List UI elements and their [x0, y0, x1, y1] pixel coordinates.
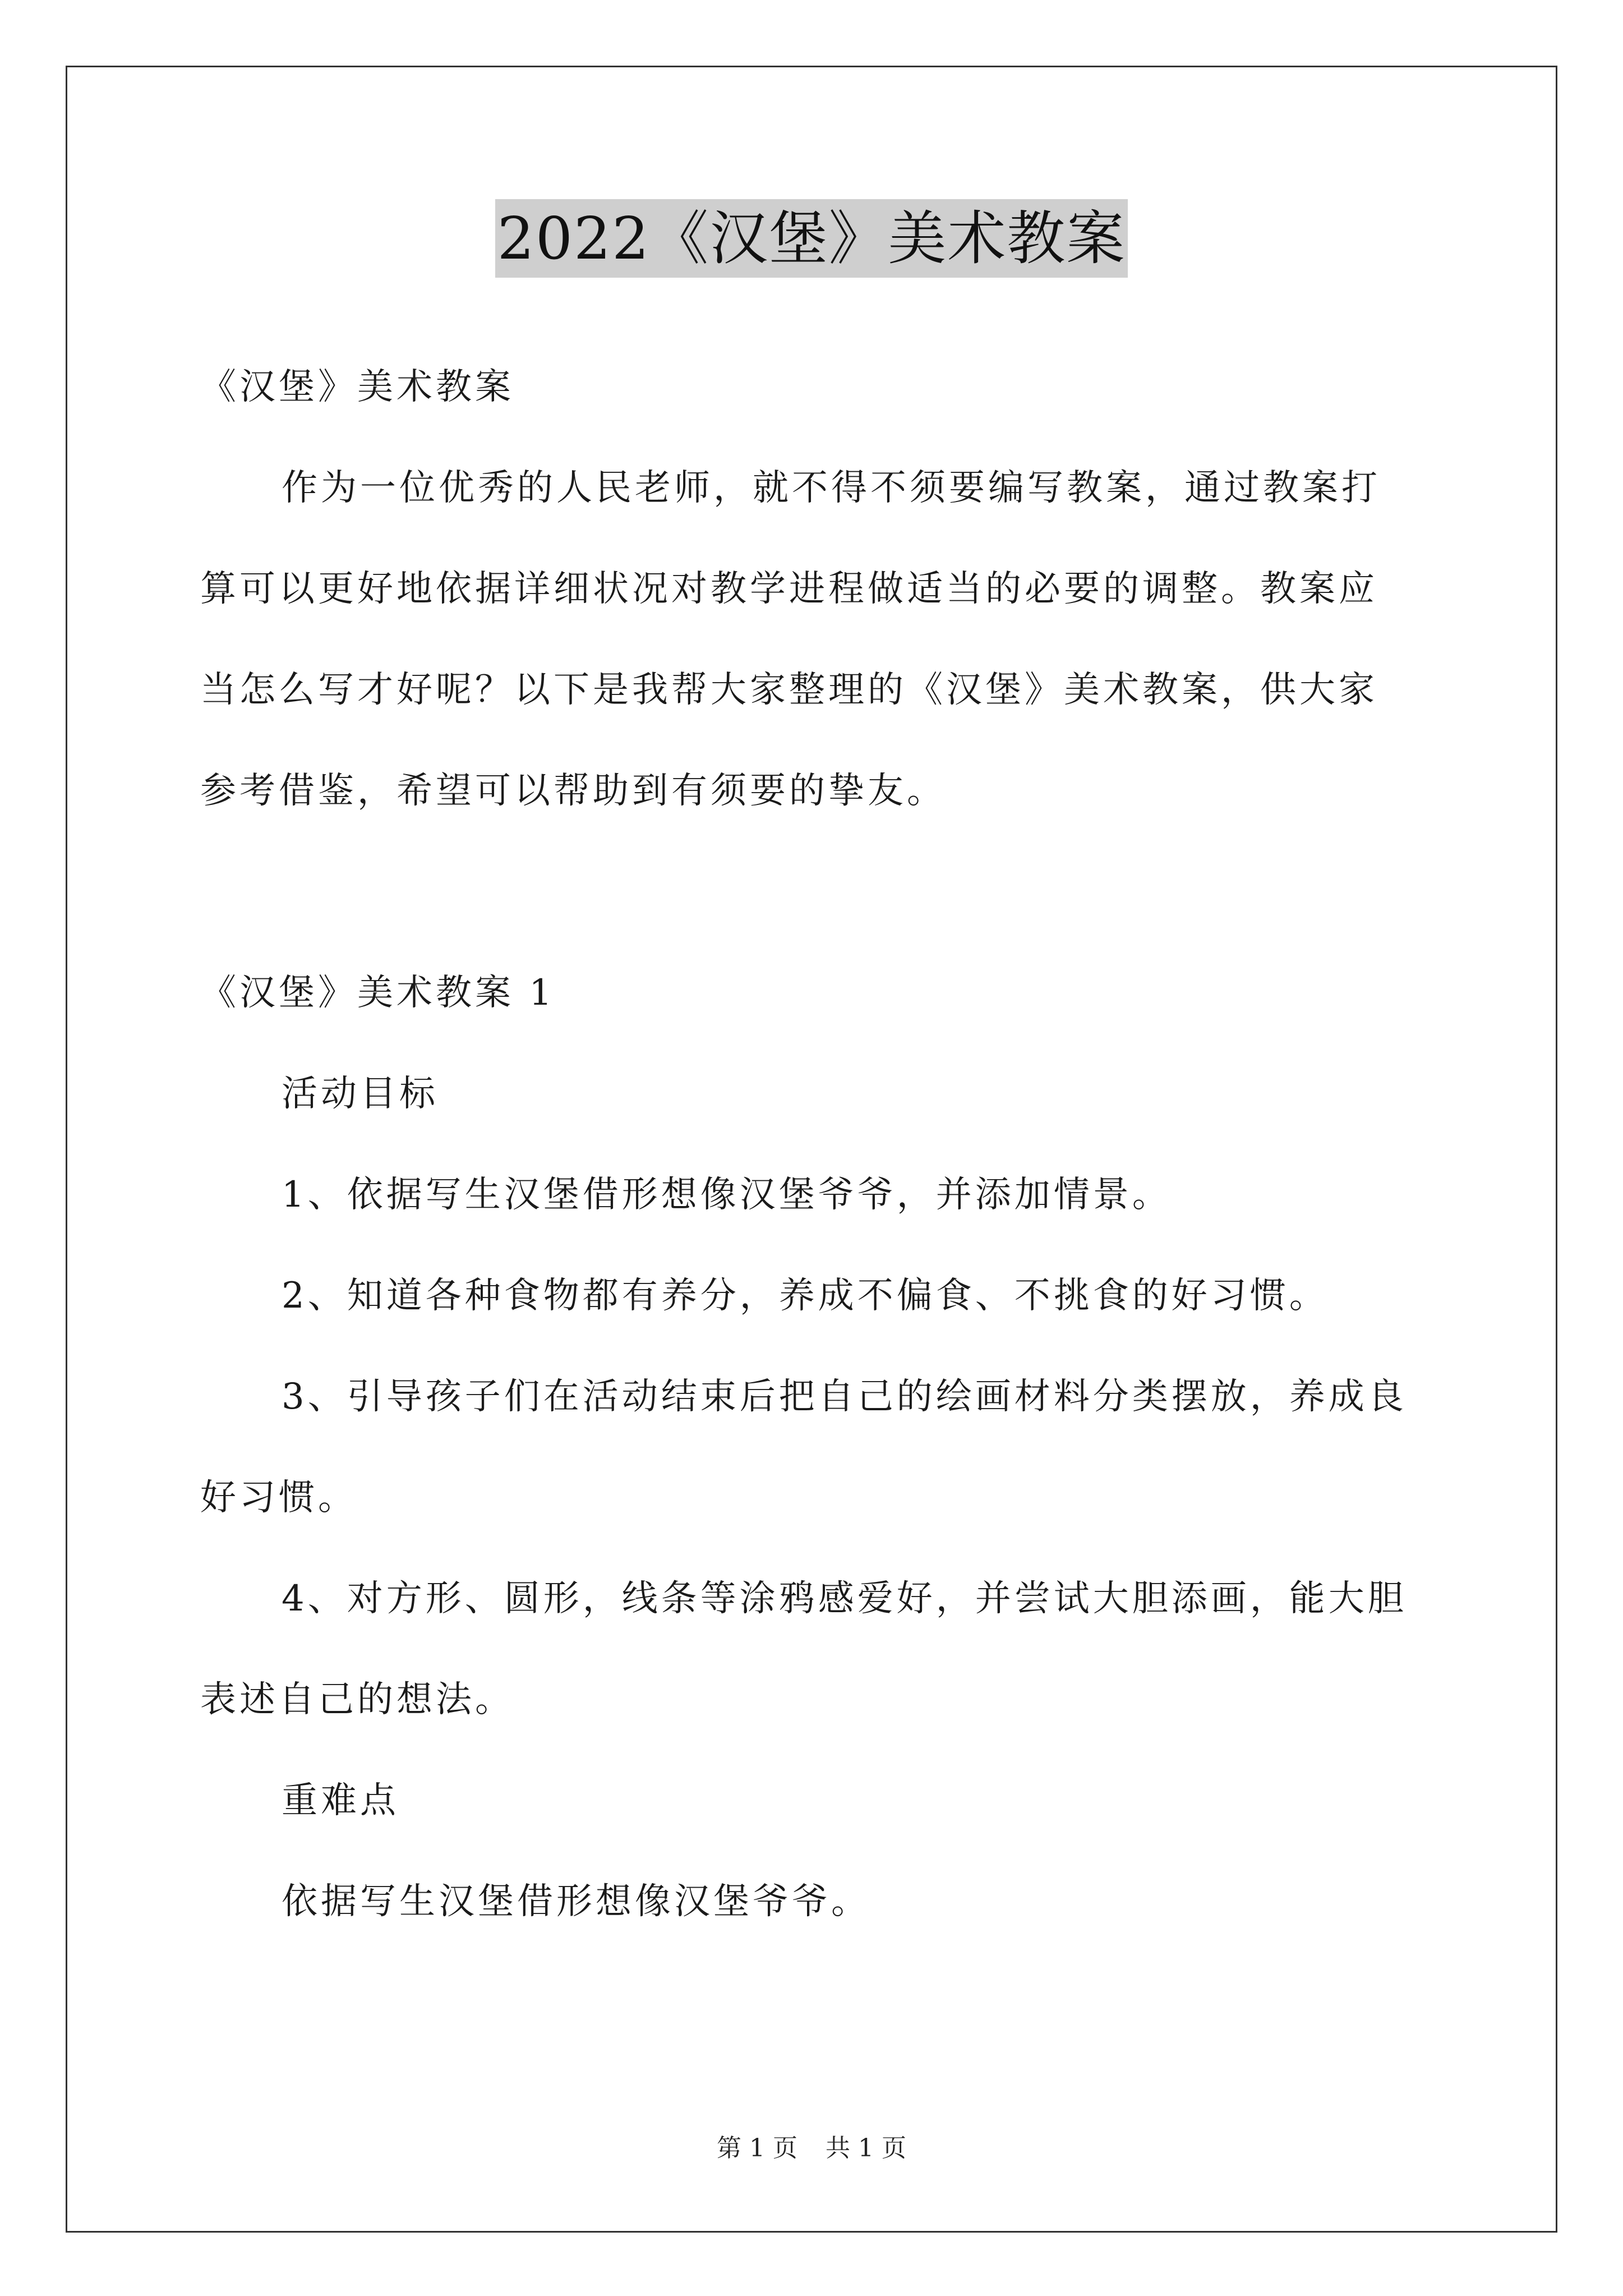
goals-heading: 活动目标: [282, 1073, 439, 1115]
section-title: 《汉堡》美术教案 1: [200, 972, 556, 1014]
page-total: 共 1 页: [826, 2134, 906, 2162]
intro-line-1: 作为一位优秀的人民老师，就不得不须要编写教案，通过教案打: [282, 467, 1381, 509]
key-heading: 重难点: [282, 1780, 399, 1821]
intro-line-3: 当怎么写才好呢？以下是我帮大家整理的《汉堡》美术教案，供大家: [200, 669, 1378, 711]
paragraph-gap: [200, 841, 1434, 942]
title-container: [0, 199, 1623, 278]
page-current: 第 1 页: [717, 2134, 797, 2162]
goal-4-line-1: 4、对方形、圆形，线条等涂鸦感爱好，并尝试大胆添画，能大胆: [282, 1578, 1407, 1619]
intro-line-4: 参考借鉴，希望可以帮助到有须要的挚友。: [200, 770, 946, 812]
subtitle: 《汉堡》美术教案: [200, 366, 514, 408]
goal-2: 2、知道各种食物都有养分，养成不偏食、不挑食的好习惯。: [282, 1275, 1329, 1317]
goal-3-line-1: 3、引导孩子们在活动结束后把自己的绘画材料分类摆放，养成良: [282, 1376, 1407, 1418]
goal-4-line-2: 表述自己的想法。: [200, 1679, 514, 1720]
document-body: [200, 337, 1434, 1952]
goal-3-line-2: 好习惯。: [200, 1477, 357, 1519]
goal-1: 1、依据写生汉堡借形想像汉堡爷爷，并添加情景。: [282, 1174, 1172, 1216]
page-footer: [0, 2132, 1623, 2165]
document-title: 2022《汉堡》美术教案: [495, 199, 1128, 278]
key-text: 依据写生汉堡借形想像汉堡爷爷。: [282, 1881, 870, 1922]
intro-line-2: 算可以更好地依据详细状况对教学进程做适当的必要的调整。教案应: [200, 568, 1378, 610]
